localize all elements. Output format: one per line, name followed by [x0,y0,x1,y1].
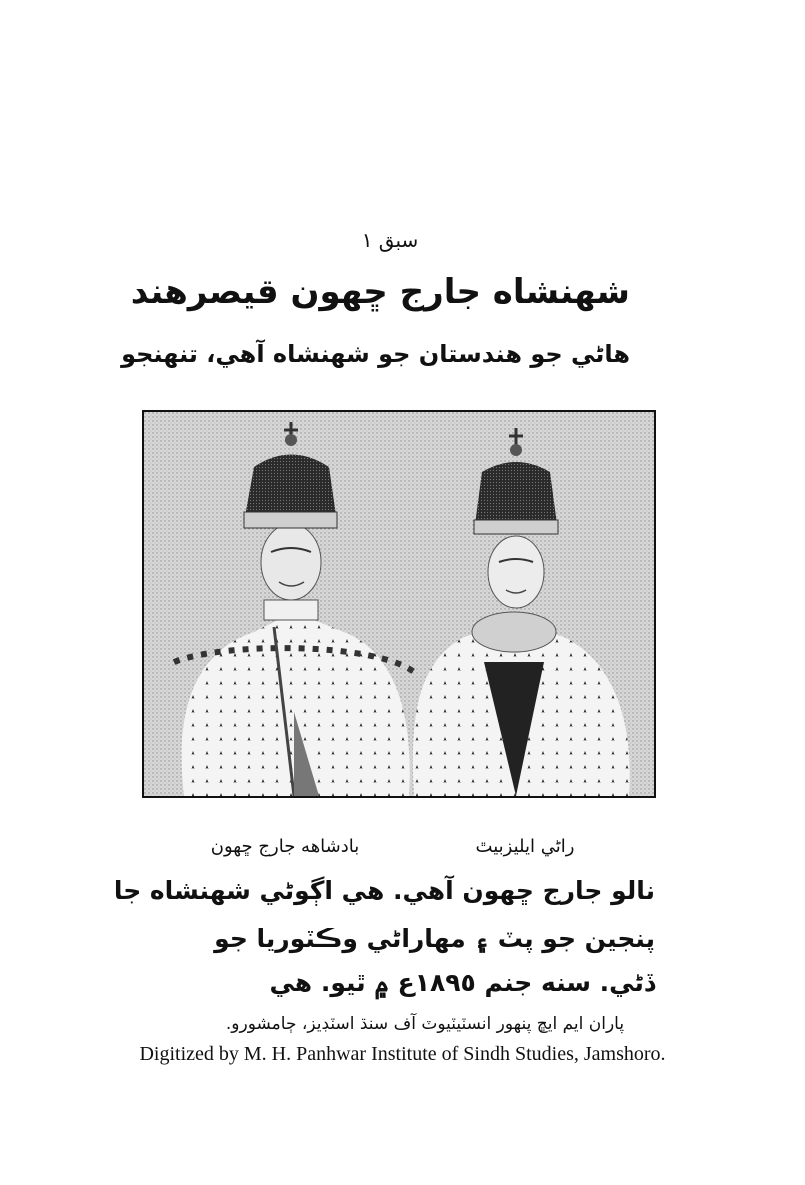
body-text-line: نالو جارج ڇهون آهي. هي اڳوڻي شهنشاه جا [113,876,655,905]
royal-portrait-photo [142,410,656,798]
page-title: شهنشاه جارج ڇهون قيصرهند [130,272,630,312]
caption-king: بادشاهه جارج ڇهون [210,836,360,857]
lesson-heading: سبق ١ [361,228,419,252]
body-text-line: ڏڻي. سنه جنم ١٨٩٥ع ۾ ٿيو. هي [269,968,655,997]
digitization-credit-english: Digitized by M. H. Panhwar Institute of Sindh Studies, Jamshoro. [139,1043,666,1065]
digitization-credit-sindhi: پاران ايم ايڇ پنهور انسٽيٽيوٽ آف سنڌ اسٽڊيز، ڄامشورو. [225,1014,625,1034]
caption-queen: راڻي ايليزبيٿ [475,836,575,857]
page-subtitle: هاڻي جو هندستان جو شهنشاه آهي، تنهنجو [121,340,630,368]
body-text-line: پنجين جو پٽ ۽ مهاراڻي وڪٽوريا جو [214,924,655,953]
